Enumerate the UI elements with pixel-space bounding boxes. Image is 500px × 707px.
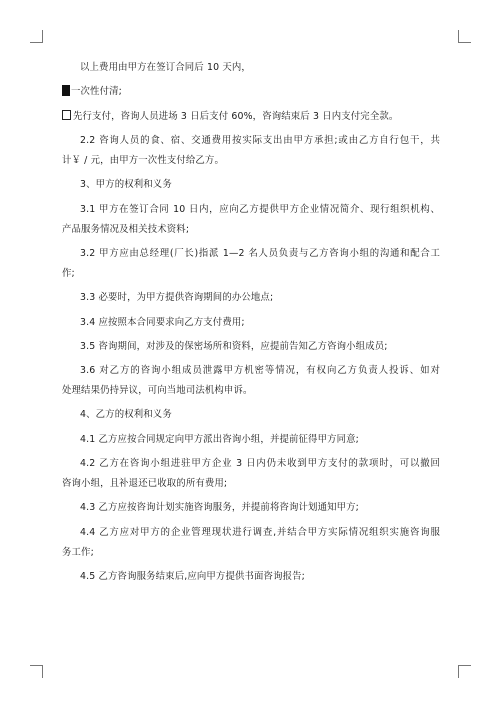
- option-installment-label: 先行支付，咨询人员进场 3 日后支付 60%，咨询结束后 3 日内支付完全款。: [73, 110, 399, 122]
- crop-mark-bottom-right: [458, 665, 471, 678]
- paragraph-line: 3.3 必要时，为甲方提供咨询期间的办公地点;: [80, 292, 274, 304]
- paragraph-line: [62, 82, 440, 102]
- paragraph-line: 处理结果仍持异议，可向当地司法机构申诉。: [62, 385, 253, 397]
- checked-checkbox-icon: [62, 85, 70, 96]
- paragraph-line: 3.1 甲方在签订合同 10 日内，应向乙方提供甲方企业情况简介、现行组织机构、: [80, 203, 440, 215]
- paragraph-line: 4.5 乙方咨询服务结束后,应向甲方提供书面咨询报告;: [80, 571, 305, 583]
- paragraph-line: 3.6 对乙方的咨询小组成员泄露甲方机密等情况，有权向乙方负责人投诉、如对: [80, 365, 440, 377]
- unchecked-checkbox-icon: [62, 110, 71, 120]
- paragraph-line: 4.2 乙方在咨询小组进驻甲方企业 3 日内仍未收到甲方支付的款项时，可以撤回: [80, 458, 440, 470]
- paragraph-line: 3.5 咨询期间，对涉及的保密场所和资料，应提前告知乙方咨询小组成员;: [80, 340, 388, 352]
- paragraph-line: 计￥ / 元，由甲方一次性支付给乙方。: [62, 154, 224, 166]
- option-lump-sum-label: 一次性付清;: [71, 86, 122, 98]
- paragraph-line: 4.3 乙方应按咨询计划实施咨询服务，并提前将咨询计划通知甲方;: [80, 502, 359, 514]
- paragraph-line: [62, 107, 440, 127]
- paragraph-line: 咨询小组，且补退还已收取的所有费用;: [62, 478, 228, 490]
- paragraph-line: 以上费用由甲方在签订合同后 10 天内，: [80, 62, 251, 73]
- document-body: [62, 58, 440, 587]
- section-heading: 4、乙方的权利和义务: [80, 409, 172, 421]
- paragraph-line: 作;: [62, 267, 75, 279]
- section-heading: 3、甲方的权利和义务: [80, 179, 172, 191]
- paragraph-line: 3.4 应按照本合同要求向乙方支付费用;: [80, 316, 245, 328]
- crop-mark-top-left: [30, 30, 43, 43]
- crop-mark-top-right: [458, 30, 471, 43]
- paragraph-line: 2.2 咨询人员的食、宿、交通费用按实际支出由甲方承担;或由乙方自行包干，共: [80, 135, 440, 147]
- paragraph-line: 4.4 乙方应对甲方的企业管理现状进行调查,并结合甲方实际情况组织实施咨询服: [80, 526, 440, 538]
- paragraph-line: 产品服务情况及相关技术资料;: [62, 223, 190, 235]
- paragraph-line: 3.2 甲方应由总经理(厂长)指派 1—2 名人员负责与乙方咨询小组的沟通和配合工: [80, 247, 440, 259]
- paragraph-line: 4.1 乙方应按合同规定向甲方派出咨询小组，并提前征得甲方同意;: [80, 433, 359, 445]
- paragraph-line: 务工作;: [62, 546, 94, 558]
- crop-mark-bottom-left: [30, 665, 43, 678]
